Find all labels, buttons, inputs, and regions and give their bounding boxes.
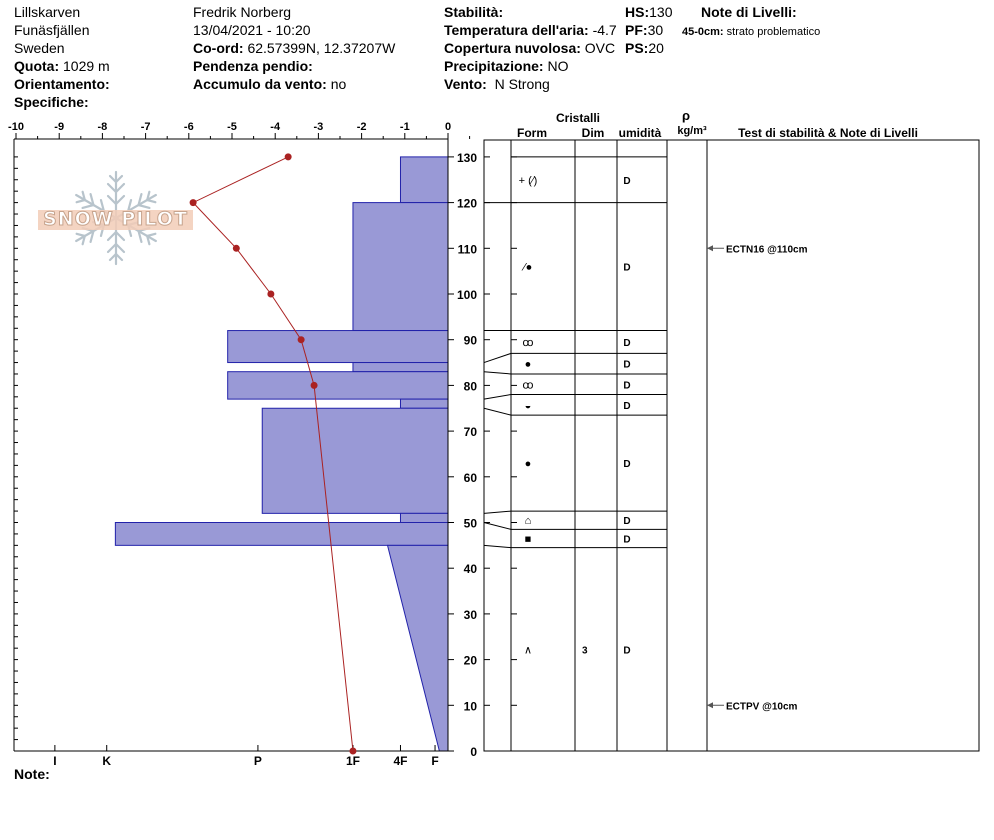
elevation-label: Quota: [14, 58, 60, 74]
wind-value: N Strong [494, 76, 550, 92]
wind-label: Vento: [444, 76, 487, 92]
grain-form-glyph: ꝏ [522, 336, 534, 349]
hardness-layer [400, 157, 448, 203]
test-arrow-head [707, 702, 713, 708]
aspect-label: Orientamento: [14, 76, 110, 92]
temperature-point [267, 291, 274, 298]
moisture-value: D [623, 534, 631, 546]
layer-connector [484, 372, 511, 374]
crystals-header: Cristalli [555, 111, 601, 125]
temperature-point [311, 382, 318, 389]
layer-notes-label: Note di Livelli: [701, 4, 797, 20]
temp-tick-label: -6 [183, 121, 194, 133]
depth-tick-label: 130 [456, 150, 477, 165]
grain-form-glyph: ⁄● [523, 261, 533, 274]
notes-label: Note: [14, 766, 50, 782]
hardness-layer [228, 331, 448, 363]
hardness-label: 1F [345, 754, 360, 768]
cloud-label: Copertura nuvolosa: [444, 40, 581, 56]
hardness-layer [388, 545, 448, 751]
stability-test-label: ECTPV @10cm [726, 701, 798, 713]
depth-tick-label: 50 [463, 516, 477, 531]
test-arrow-head [707, 245, 713, 251]
wind-loading-value: no [330, 76, 347, 92]
temperature-point [285, 153, 292, 160]
temp-tick-label: -3 [313, 121, 324, 133]
moisture-value: D [623, 337, 631, 349]
layer-connector [484, 408, 511, 415]
precip-label: Precipitazione: [444, 58, 544, 74]
moisture-value: D [623, 175, 631, 187]
depth-tick-label: 70 [463, 425, 477, 440]
depth-tick-label: 0 [470, 745, 477, 759]
temp-tick-label: -4 [270, 121, 281, 133]
hardness-layer [353, 363, 448, 372]
moisture-value: D [623, 645, 631, 657]
moisture-value: D [623, 516, 631, 528]
pf-value: 30 [647, 22, 664, 38]
hardness-label: F [431, 754, 439, 768]
air-temp-label: Temperatura dell'aria: [444, 22, 589, 38]
depth-tick-label: 20 [463, 653, 477, 668]
precip-value: NO [547, 58, 569, 74]
ps-label: PS: [625, 40, 649, 56]
grain-size: 3 [582, 645, 588, 657]
cloud-value: OVC [584, 40, 616, 56]
layer-connector [484, 511, 511, 513]
layer-connector [484, 545, 511, 547]
hardness-layer [353, 203, 448, 331]
grain-form-glyph: ∧ [523, 644, 533, 657]
layer-connector [484, 353, 511, 362]
depth-tick-label: 60 [463, 470, 477, 485]
temperature-point [190, 199, 197, 206]
coord-label: Co-ord: [193, 40, 244, 56]
hardness-label: I [53, 754, 57, 768]
air-temp-value: -4.7 [592, 22, 617, 38]
observer: Fredrik Norberg [193, 4, 292, 20]
depth-tick-label: 10 [463, 699, 477, 714]
temp-tick-label: -10 [8, 121, 24, 133]
layer-note-depth: 45-0cm: [682, 26, 724, 38]
slope-label: Pendenza pendio: [193, 58, 313, 74]
region: Funäsfjällen [14, 22, 90, 38]
coord-value: 62.57399N, 12.37207W [247, 40, 396, 56]
depth-tick-label: 110 [457, 242, 477, 257]
density-unit-header: kg/m³ [677, 125, 707, 137]
hardness-label: P [253, 754, 262, 768]
grain-form-glyph: ⌂ [524, 515, 532, 528]
country: Sweden [14, 40, 65, 56]
depth-tick-label: 90 [463, 333, 477, 348]
moisture-header: umidità [618, 126, 662, 140]
grain-form-glyph: ● [524, 358, 532, 371]
temp-tick-label: -8 [97, 121, 108, 133]
ps-value: 20 [648, 40, 664, 56]
hs-value: 130 [649, 4, 673, 20]
temperature-point [298, 336, 305, 343]
layer-connector [484, 395, 511, 400]
stability-label: Stabilità: [444, 4, 504, 20]
temp-tick-label: -2 [356, 121, 367, 133]
specifics-label: Specifiche: [14, 94, 89, 110]
grain-form-glyph: ● [524, 458, 532, 471]
temp-tick-label: -5 [227, 121, 237, 133]
hardness-layer [115, 523, 448, 546]
tests-header: Test di stabilità & Note di Livelli [738, 126, 918, 140]
moisture-value: D [623, 400, 631, 412]
moisture-value: D [623, 359, 631, 371]
hardness-layer [400, 399, 448, 408]
layer-connector [484, 523, 511, 530]
hardness-label: K [102, 754, 112, 768]
temp-tick-label: 0 [444, 121, 452, 133]
datetime: 13/04/2021 - 10:20 [193, 22, 311, 38]
grain-form-glyph: ◒ [524, 399, 532, 412]
moisture-value: D [623, 459, 631, 471]
hs-label: HS: [625, 4, 650, 20]
density-header: ρ [681, 108, 691, 123]
hardness-label: 4F [393, 754, 408, 768]
depth-tick-label: 40 [463, 562, 477, 577]
grain-form-glyph: ■ [524, 533, 532, 546]
temperature-point [233, 245, 240, 252]
hardness-layer [228, 372, 448, 399]
wind-loading-label: Accumulo da vento: [193, 76, 327, 92]
size-header: Dim [581, 126, 605, 140]
layer-note-text: strato problematico [726, 26, 821, 38]
grain-form-glyph: + (⁄) [518, 174, 538, 187]
hardness-layer [400, 513, 448, 522]
table-frame [484, 140, 979, 751]
temp-tick-label: -1 [399, 121, 410, 133]
depth-tick-label: 80 [463, 379, 477, 394]
moisture-value: D [623, 380, 631, 392]
temperature-point [349, 748, 356, 755]
moisture-value: D [623, 262, 631, 274]
stability-test-label: ECTN16 @110cm [726, 244, 808, 256]
grain-form-glyph: ꝏ [522, 379, 534, 392]
logo-text: SNOW PILOT [43, 208, 188, 230]
depth-tick-label: 120 [456, 196, 477, 211]
form-header: Form [517, 126, 547, 140]
elevation-value: 1029 m [63, 58, 110, 74]
hardness-layer [262, 408, 448, 513]
temp-tick-label: -9 [54, 121, 65, 133]
pf-label: PF: [625, 22, 648, 38]
temp-tick-label: -7 [140, 121, 151, 133]
depth-tick-label: 30 [463, 607, 477, 622]
depth-tick-label: 100 [456, 288, 477, 302]
location: Lillskarven [14, 4, 81, 20]
